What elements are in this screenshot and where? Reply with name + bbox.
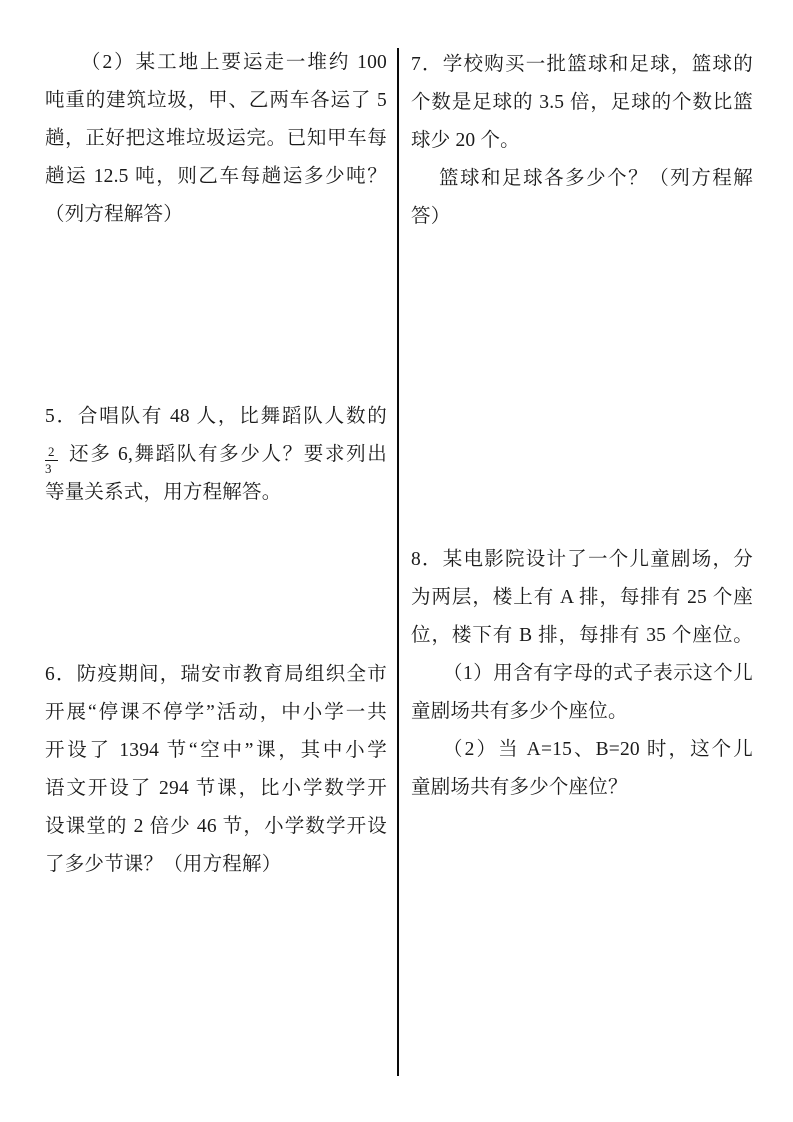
fraction-numerator: 2 — [45, 445, 58, 461]
text-line: 趟运 12.5 吨，则乙车每趟运多少吨？ — [45, 166, 387, 187]
text-line: 等量关系式，用方程解答。 — [45, 482, 282, 503]
text-line: 5．合唱队有 48 人，比舞蹈队人数的 — [45, 406, 387, 427]
text-line: 个数是足球的 3.5 倍，足球的个数比篮 — [411, 92, 753, 113]
text-line: 开展“停课不停学”活动，中小学一共 — [45, 702, 387, 723]
text-line: 童剧场共有多少个座位。 — [411, 701, 628, 722]
text-line: 位，楼下有 B 排，每排有 35 个座位。 — [411, 625, 753, 646]
text-line: 语文开设了 294 节课，比小学数学开 — [45, 778, 387, 799]
text-line: （1）用含有字母的式子表示这个儿 — [443, 663, 753, 684]
text-line: 趟，正好把这堆垃圾运完。已知甲车每 — [45, 128, 387, 149]
text-line: 了多少节课？（用方程解） — [45, 854, 282, 875]
problem-5 — [45, 398, 387, 512]
text-line — [45, 436, 387, 474]
text-line: 设课堂的 2 倍少 46 节，小学数学开设 — [45, 816, 387, 837]
column-divider — [397, 48, 399, 1076]
problem-8 — [411, 541, 753, 807]
text-line: 7．学校购买一批篮球和足球，篮球的 — [411, 54, 753, 75]
text-segment: 还多 6,舞蹈队有多少人？要求列出 — [67, 444, 387, 465]
text-line: 答） — [411, 206, 451, 227]
problem-6 — [45, 656, 387, 884]
text-line: （2）某工地上要运走一堆约 100 — [81, 52, 387, 73]
text-line: 吨重的建筑垃圾，甲、乙两车各运了 5 — [45, 90, 387, 111]
text-line: 童剧场共有多少个座位？ — [411, 777, 628, 798]
text-line: 6．防疫期间，瑞安市教育局组织全市 — [45, 664, 387, 685]
text-line: 篮球和足球各多少个？（列方程解 — [439, 168, 753, 189]
text-line: （2）当 A=15、B=20 时，这个儿 — [443, 739, 753, 760]
fraction-two-thirds — [45, 445, 58, 476]
text-line: 8．某电影院设计了一个儿童剧场，分 — [411, 549, 753, 570]
fraction-denominator: 3 — [45, 461, 52, 476]
problem-7 — [411, 46, 753, 236]
text-line: （列方程解答） — [45, 204, 183, 225]
text-line: 球少 20 个。 — [411, 130, 520, 151]
problem-2 — [45, 44, 387, 234]
text-line: 为两层，楼上有 A 排，每排有 25 个座 — [411, 587, 753, 608]
text-line: 开设了 1394 节“空中”课，其中小学 — [45, 740, 387, 761]
